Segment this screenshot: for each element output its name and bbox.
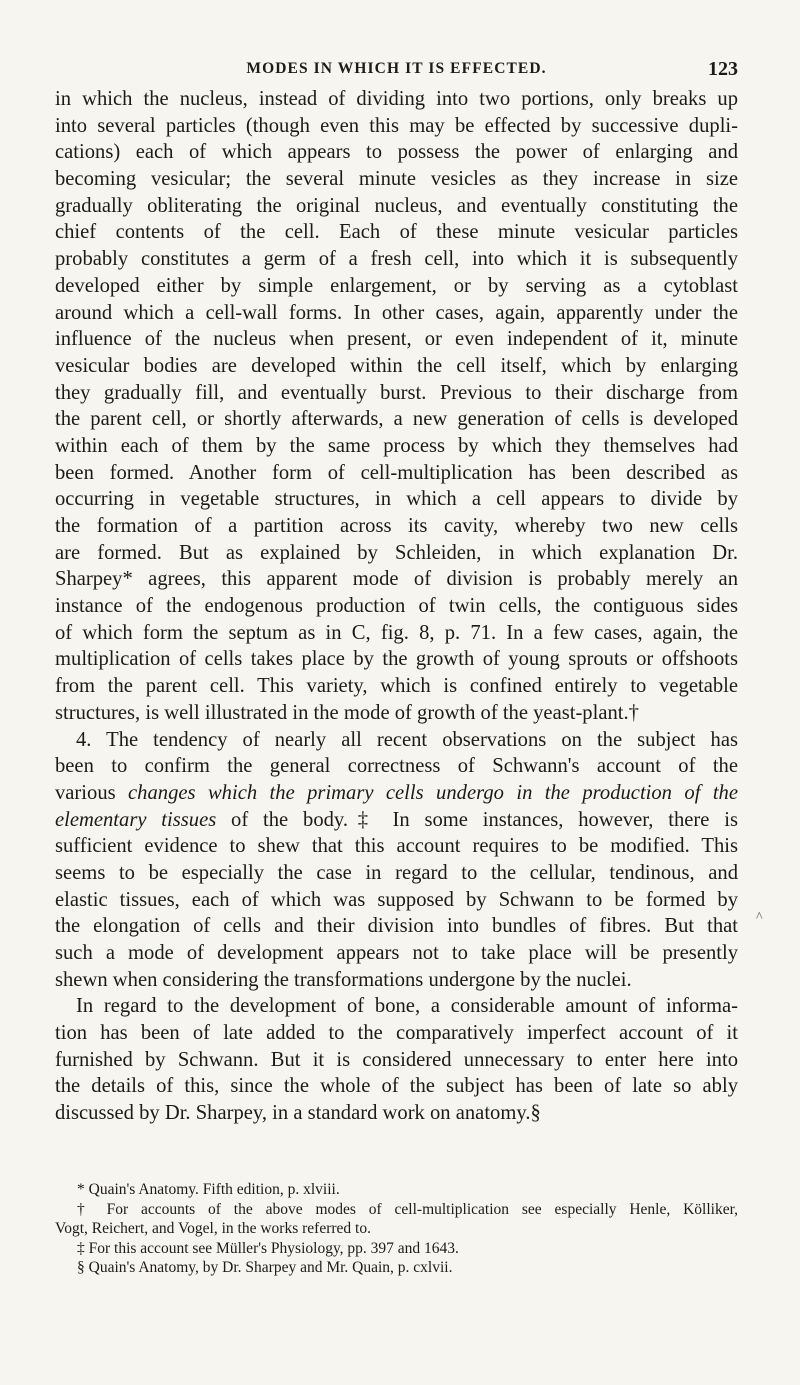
footnote: ‡ For this account see Müller's Physiology, pp. 397 and 1643. [77, 1239, 459, 1257]
text-line: multiplication of cells takes place by the growth of young sprouts or offshoots [55, 648, 738, 671]
text-line-italic [55, 780, 738, 807]
text-line: cations) each of which appears to possess the power of enlarging and [55, 141, 738, 164]
italic-segment: elementary tissues [55, 808, 217, 831]
text-line: into several particles (though even this may be effected by successive dupli- [55, 114, 738, 137]
text-line: influence of the nucleus when present, or even independent of it, minute [55, 328, 738, 351]
text-line: around which a cell-wall forms. In other cases, again, apparently under the [55, 301, 738, 324]
margin-mark: ^ [756, 910, 763, 925]
page-number: 123 [708, 58, 738, 80]
text-line: sufficient evidence to shew that this account requires to be modified. This [55, 835, 738, 858]
text-line: been to confirm the general correctness of Schwann's account of the [55, 755, 738, 778]
text-line: such a mode of development appears not to take place will be presently [55, 942, 738, 964]
text-line: from the parent cell. This variety, which is confined entirely to vegetable [55, 675, 738, 698]
text-line: probably constitutes a germ of a fresh cell, into which it is subsequently [55, 248, 738, 271]
footnote: § Quain's Anatomy, by Dr. Sharpey and Mr. Quain, p. cxlvii. [77, 1259, 453, 1276]
text-line: Sharpey* agrees, this apparent mode of division is probably merely an [55, 568, 738, 591]
text-line: chief contents of the cell. Each of these minute vesicular particles [55, 221, 738, 244]
text-line: of which form the septum as in C, fig. 8, p. 71. In a few cases, again, the [55, 621, 738, 644]
text-line: the details of this, since the whole of the subject has been of late so ably [55, 1075, 738, 1098]
page-header [55, 60, 738, 88]
text-line: seems to be especially the case in regard to the cellular, tendinous, and [55, 861, 738, 884]
text-line: developed either by simple enlargement, or by serving as a cytoblast [55, 274, 738, 297]
footnote: Vogt, Reichert, and Vogel, in the works referred to. [55, 1220, 371, 1237]
footnotes [55, 1180, 738, 1278]
text-line: shewn when considering the transformations undergone by the nuclei. [55, 968, 632, 991]
running-head: MODES IN WHICH IT IS EFFECTED. [246, 60, 547, 77]
text-line: gradually obliterating the original nucleus, and eventually constituting the [55, 194, 738, 217]
text-segment: various [55, 781, 129, 804]
text-line: been formed. Another form of cell-multiplication has been described as [55, 461, 738, 484]
text-line: becoming vesicular; the several minute vesicles as they increase in size [55, 168, 738, 191]
text-line: tion has been of late added to the comparatively imperfect account of it [55, 1022, 738, 1045]
text-segment: of the body.‡ In some instances, however, there is [216, 808, 738, 831]
text-line: instance of the endogenous production of twin cells, the contiguous sides [55, 595, 738, 618]
footnote: † For accounts of the above modes of cell-multiplication see especially Henle, Kölliker, [77, 1200, 738, 1218]
text-line: In regard to the development of bone, a considerable amount of informa- [76, 995, 738, 1018]
text-line: the formation of a partition across its cavity, whereby two new cells [55, 515, 738, 537]
text-line: are formed. But as explained by Schleiden, in which explanation Dr. [55, 541, 738, 564]
text-line: the parent cell, or shortly afterwards, a new generation of cells is developed [55, 408, 738, 431]
text-line: elastic tissues, each of which was supposed by Schwann to be formed by [55, 888, 738, 911]
text-line: they gradually fill, and eventually burst. Previous to their discharge from [55, 381, 738, 404]
text-line: discussed by Dr. Sharpey, in a standard work on anatomy.§ [55, 1102, 541, 1125]
text-line: vesicular bodies are developed within the cell itself, which by enlarging [55, 354, 738, 377]
text-line: within each of them by the same process by which they themselves had [55, 434, 738, 457]
body-text [55, 86, 738, 1127]
italic-segment: changes which the primary cells undergo in the production of the [128, 781, 738, 804]
text-line-italic [55, 807, 738, 834]
text-line: occurring in vegetable structures, in which a cell appears to divide by [55, 488, 738, 511]
footnote: * Quain's Anatomy. Fifth edition, p. xlviii. [77, 1181, 340, 1198]
text-line: furnished by Schwann. But it is considered unnecessary to enter here into [55, 1048, 738, 1071]
text-line: structures, is well illustrated in the mode of growth of the yeast-plant.† [55, 701, 639, 724]
text-line: in which the nucleus, instead of dividing into two portions, only breaks up [55, 88, 738, 110]
text-line: 4. The tendency of nearly all recent observations on the subject has [76, 728, 738, 751]
text-line: the elongation of cells and their division into bundles of fibres. But that [55, 915, 738, 938]
